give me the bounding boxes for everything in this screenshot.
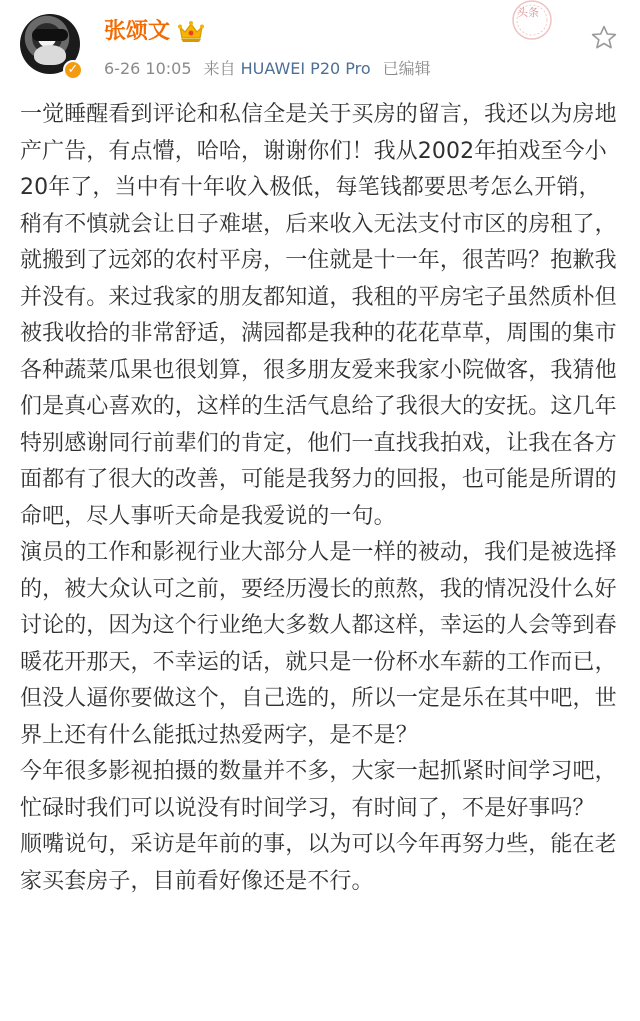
author-row [104,14,204,50]
crown-icon [178,20,204,44]
edited-label[interactable]: 已编辑 [382,59,431,78]
source-label [204,55,371,83]
content-paragraph-3: 今年很多影视拍摄的数量并不多，大家一起抓紧时间学习吧，忙碌时我们可以说没有时间学习，有时间了，不是好事吗？ [20,759,617,821]
device-link[interactable]: HUAWEI P20 Pro [240,59,371,78]
source-prefix: 来自 [203,59,236,78]
post-content [20,97,620,900]
post-header [0,0,640,95]
watermark-text: 头条 [517,6,539,19]
content-paragraph-4: 顺嘴说句，采访是年前的事，以为可以今年再努力些，能在老家买套房子，目前看好像还是不行。 [20,832,617,894]
star-icon[interactable] [590,24,618,52]
post-time: 6-26 10:05 [104,59,192,78]
content-paragraph-1: 一觉睡醒看到评论和私信全是关于买房的留言，我还以为房地产广告，有点懵，哈哈，谢谢你们！我从2002年拍戏至今小20年了，当中有十年收入极低，每笔钱都要思考怎么开销，稍有不慎就会让日子难堪，后来收入无法支付市区的房租了，就搬到了远郊的农村平房，一住就是十一年，很苦吗？抱歉我并没有。来过我家的朋友都知道，我租的平房宅子虽然质朴但被我收拾的非常舒适，满园都是我种的花花草草，周围的集市各种蔬菜瓜果也很划算，很多朋友爱来我家小院做客，我猜他们是真心喜欢的，这样的生活气息给了我很大的安抚。这几年特别感谢同行前辈们的肯定，他们一直找我拍戏，让我在各方面都有了很大的改善，可能是我努力的回报，也可能是所谓的命吧，尽人事听天命是我爱说的一句。 [20,102,617,529]
post-meta [104,55,431,83]
username[interactable]: 张颂文 [104,19,171,44]
content-paragraph-2: 演员的工作和影视行业大部分人是一样的被动，我们是被选择的，被大众认可之前，要经历漫长的煎熬，我的情况没什么好讨论的，因为这个行业绝大多数人都这样，幸运的人会等到春暖花开那天，不幸运的话，就只是一份杯水车薪的工作而已，但没人逼你要做这个，自己选的，所以一定是乐在其中吧，世界上还有什么能抵过热爱两字，是不是？ [20,540,617,748]
verified-badge-icon: ✓ [63,60,83,80]
